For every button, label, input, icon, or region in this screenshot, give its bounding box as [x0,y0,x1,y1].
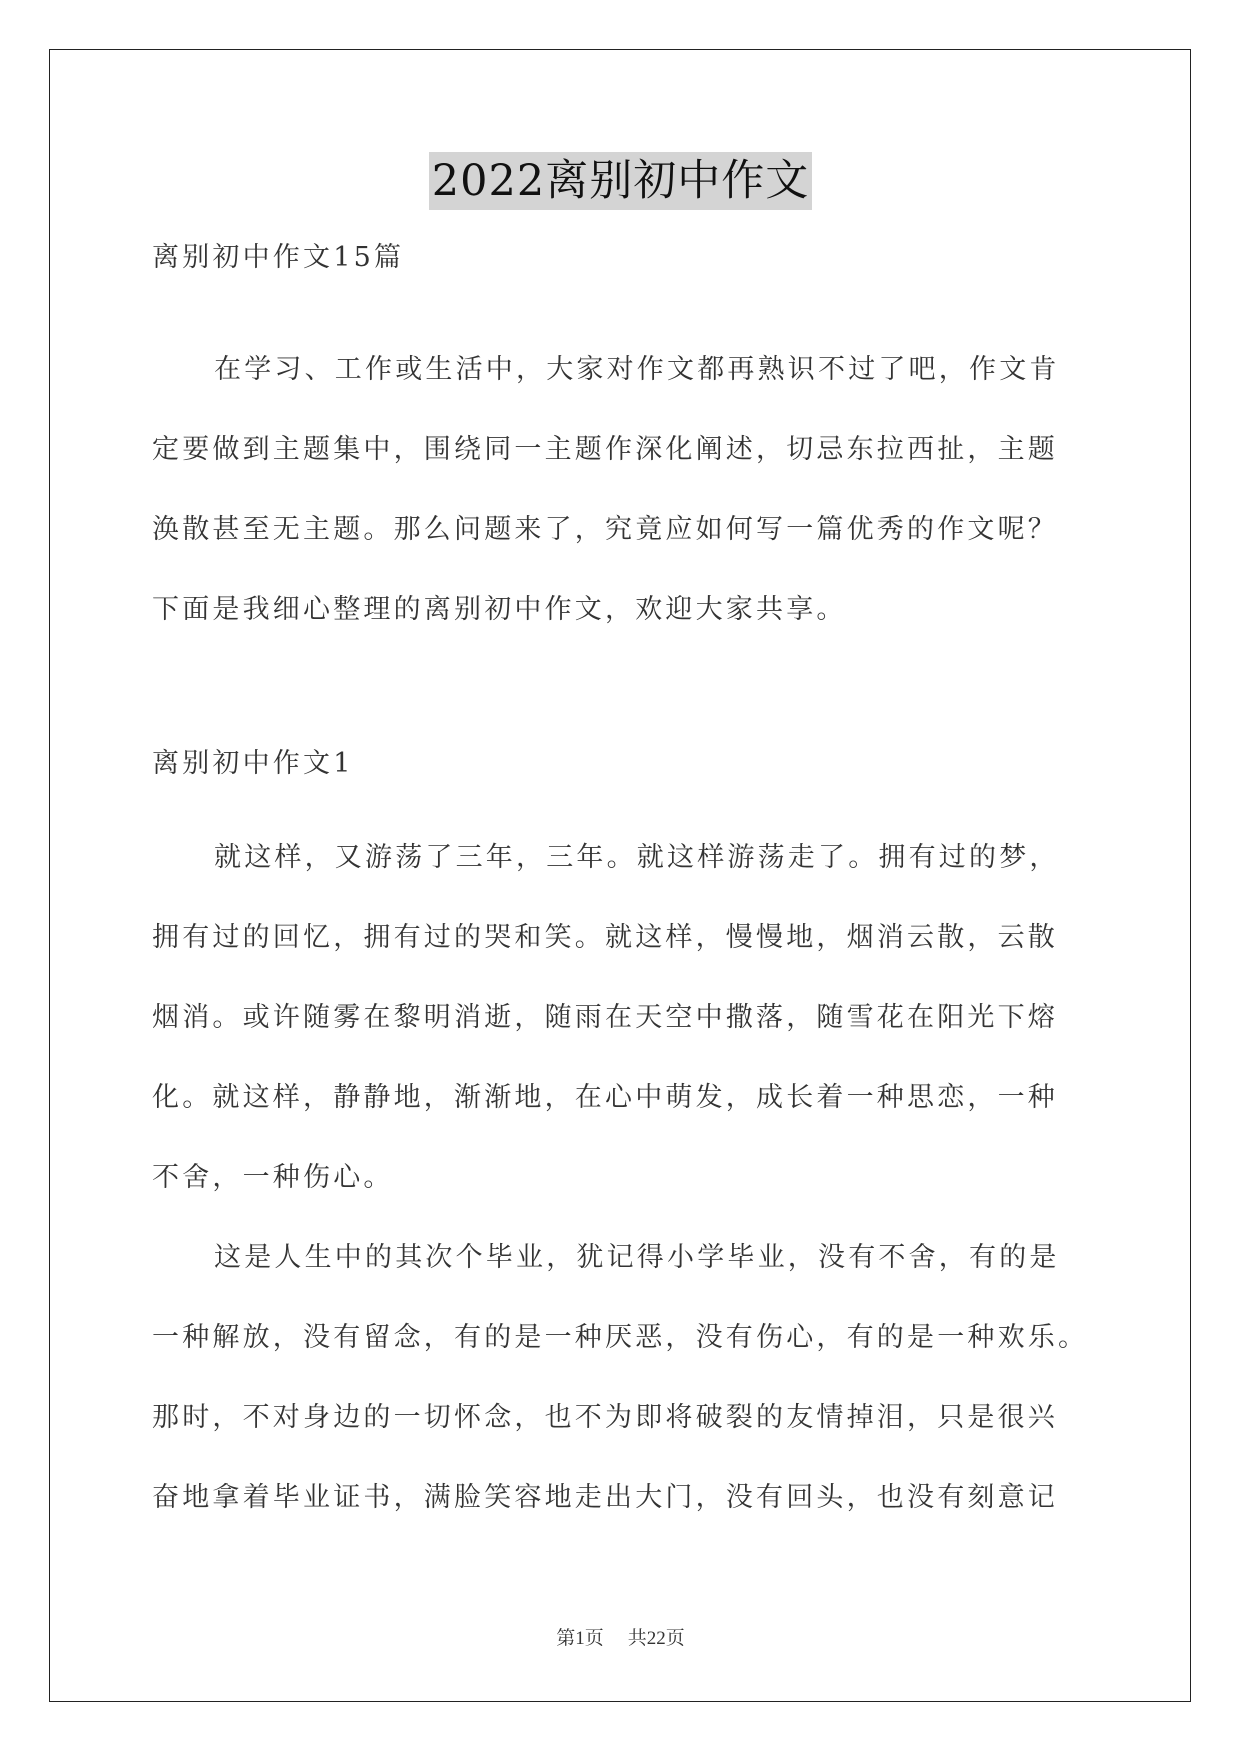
subtitle-block [152,218,1092,298]
paragraph-line: 烟消。或许随雾在黎明消逝，随雨在天空中撒落，随雪花在阳光下熔 [152,1002,1058,1033]
paragraph-line: 这是人生中的其次个毕业，犹记得小学毕业，没有不舍，有的是 [214,1242,1060,1273]
paragraph-line: 不舍，一种伤心。 [152,1162,394,1193]
paragraph-line: 那时，不对身边的一切怀念，也不为即将破裂的友情掉泪，只是很兴 [152,1402,1058,1433]
intro-line: 在学习、工作或生活中，大家对作文都再熟识不过了吧，作文肯 [214,354,1060,385]
intro-line: 定要做到主题集中，围绕同一主题作深化阐述，切忌东拉西扯，主题 [152,434,1058,465]
paragraph-1 [152,818,1092,1218]
paragraph-line: 就这样，又游荡了三年，三年。就这样游荡走了。拥有过的梦， [214,842,1060,873]
intro-paragraph [152,330,1092,650]
paragraph-2 [152,1218,1092,1538]
section-heading: 离别初中作文1 [152,748,354,779]
title-container [0,152,1241,210]
document-title: 2022离别初中作文 [429,152,812,210]
paragraph-line: 化。就这样，静静地，渐渐地，在心中萌发，成长着一种思恋，一种 [152,1082,1058,1113]
page-total: 共22页 [627,1628,685,1649]
paragraph-line: 拥有过的回忆，拥有过的哭和笑。就这样，慢慢地，烟消云散，云散 [152,922,1058,953]
paragraph-line: 奋地拿着毕业证书，满脸笑容地走出大门，没有回头，也没有刻意记 [152,1482,1058,1513]
page-footer [0,1623,1241,1650]
intro-line: 下面是我细心整理的离别初中作文，欢迎大家共享。 [152,594,847,625]
paragraph-line: 一种解放，没有留念，有的是一种厌恶，没有伤心，有的是一种欢乐。 [152,1322,1089,1353]
document-subtitle: 离别初中作文15篇 [152,242,405,273]
intro-line: 涣散甚至无主题。那么问题来了，究竟应如何写一篇优秀的作文呢？ [152,514,1058,545]
page-number: 第1页 [556,1628,604,1649]
section-heading-block [152,724,1092,804]
